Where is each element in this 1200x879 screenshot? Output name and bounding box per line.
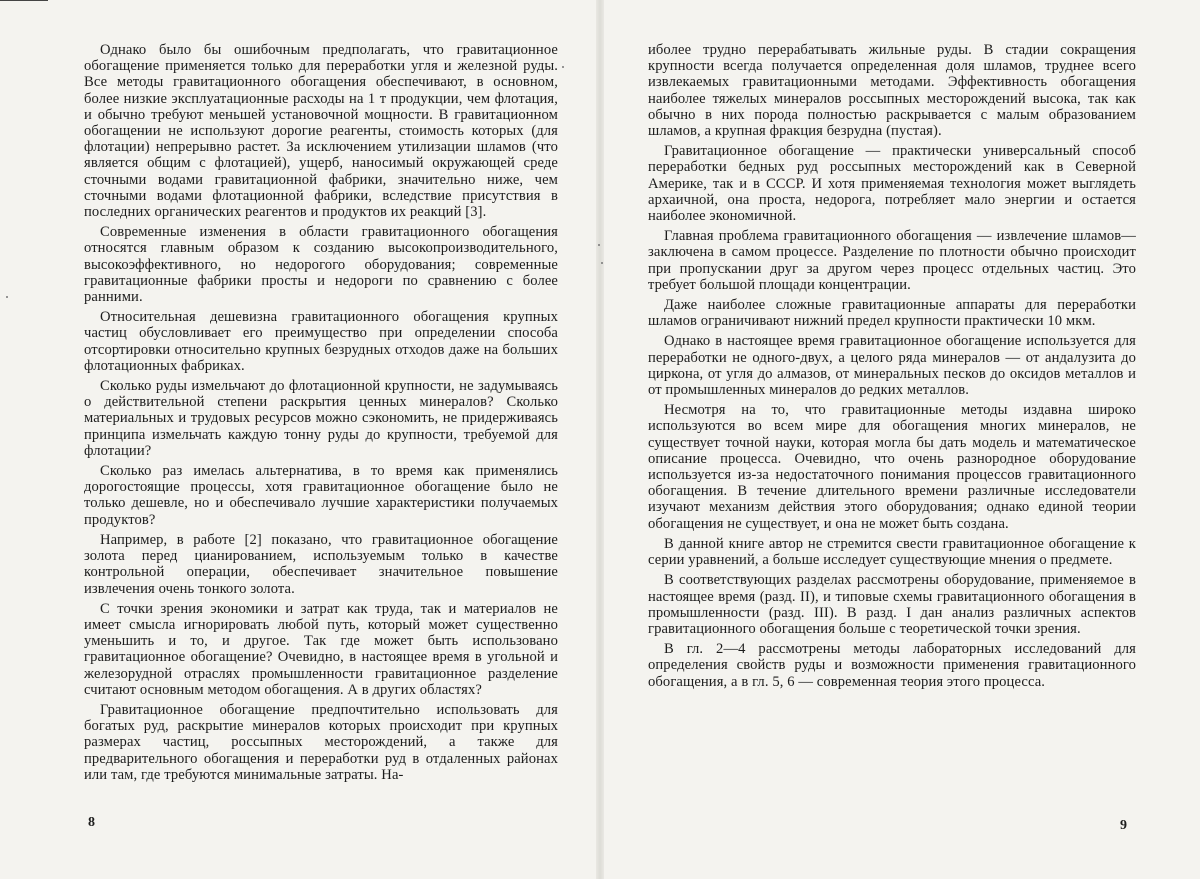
page-number-right: 9	[1120, 818, 1127, 833]
paragraph: Несмотря на то, что гравитационные методы издавна широко используются во всем мире для обогащения многих минералов, не существует точной науки, которая могла бы дать модель и математическое описание процесса. Очевидно, что очень разнородное оборудование используется из-за недостаточного понимания процессов гравитационного обогащения. В течение длительного времени различные исследователи изучают механизм действия этого оборудования; однако единой теории обогащения не существует, и она не может быть создана.	[648, 402, 1136, 532]
scan-speck	[601, 262, 603, 264]
paragraph: В соответствующих разделах рассмотрены оборудование, применяемое в настоящее время (разд. II), и типовые схемы гравитационного обогащения в промышленности (разд. III). В разд. I дан анализ различных аспектов гравитационного обогащения больше с теоретической точки зрения.	[648, 572, 1136, 637]
paragraph: В гл. 2—4 рассмотрены методы лабораторных исследований для определения свойств руды и возможности применения гравитационного обогащения, а в гл. 5, 6 — современная теория этого процесса.	[648, 641, 1136, 690]
paragraph: Например, в работе [2] показано, что гравитационное обогащение золота перед цианированием, используемым только в качестве контрольной операции, обеспечивает значительное повышение извлечения очень тонкого золота.	[84, 531, 558, 597]
paragraph: Однако в настоящее время гравитационное обогащение используется для переработки не одного-двух, а целого ряда минералов — от андалузита до циркона, от угля до алмазов, от минеральных песков до оксидов металлов и от промышленных минералов до редких металлов.	[648, 333, 1136, 399]
scan-speck	[562, 66, 564, 68]
paragraph: В данной книге автор не стремится свести гравитационное обогащение к серии уравнений, а больше исследует существующие мнения о предмете.	[648, 535, 1136, 569]
right-text-column	[648, 42, 1136, 694]
right-page	[602, 0, 1200, 879]
scan-speck	[6, 296, 8, 298]
left-page	[0, 0, 598, 879]
paragraph: С точки зрения экономики и затрат как труда, так и материалов не имеет смысла игнорировать любой путь, который может существенно уменьшить и то, и другое. Так где может быть использовано гравитационное обогащение? Очевидно, в настоящее время в угольной и железорудной отраслях промышленности гравитационное разделение считают основным методом обогащения. А в других областях?	[84, 600, 558, 698]
paragraph: Однако было бы ошибочным предполагать, что гравитационное обогащение применяется только для переработки угля и железной руды. Все методы гравитационного обогащения обеспечивают, в основном, более низкие эксплуатационные расходы на 1 т продукции, чем флотация, и обычно требуют меньшей установочной мощности. В гравитационном обогащении не используют дорогие реагенты, стоимость которых (для флотации) непрерывно растет. За исключением утилизации шламов (что является общим с флотацией), ущерб, наносимый окружающей среде сточными водами гравитационной фабрики, значительно ниже, чем сточными водами флотационной фабрики, вследствие присутствия в последних органических реагентов и продуктов их реакций [3].	[84, 42, 558, 221]
paragraph: Относительная дешевизна гравитационного обогащения крупных частиц обусловливает его преимущество при определении способа отсортировки относительно крупных безрудных отходов даже на больших флотационных фабриках.	[84, 309, 558, 374]
paragraph: Даже наиболее сложные гравитационные аппараты для переработки шламов ограничивают нижний предел крупности практически 10 мкм.	[648, 297, 1136, 330]
paragraph: Гравитационное обогащение — практически универсальный способ переработки бедных руд россыпных месторождений как в Северной Америке, так и в СССР. И хотя применяемая технология может выглядеть архаичной, она проста, недорога, потребляет мало энергии и остается наиболее экономичной.	[648, 143, 1136, 225]
paragraph: Сколько руды измельчают до флотационной крупности, не задумываясь о действительной степени раскрытия ценных минералов? Сколько материальных и трудовых ресурсов можно сэкономить, не придерживаясь принципа измельчать каждую тонну руды до крупности, требуемой для флотации?	[84, 378, 558, 459]
scan-speck	[598, 244, 600, 246]
paragraph-continuation: иболее трудно перерабатывать жильные руды. В стадии сокращения крупности всегда получается определенная доля шламов, труднее всего извлекаемых гравитационными методами. Эффективность обогащения наиболее тяжелых минералов россыпных месторождений высока, так как обычно в них порода полностью раскрывается с малым образованием шламов, а крупная фракция безрудна (пустая).	[648, 42, 1136, 140]
left-text-column	[84, 42, 558, 787]
paragraph: Гравитационное обогащение предпочтительно использовать для богатых руд, раскрытие минералов которых происходит при крупных размерах частиц, россыпных месторождений, а также для предварительного обогащения и переработки руд в отдаленных районах или там, где требуются минимальные затраты. На-	[84, 701, 558, 783]
paragraph: Сколько раз имелась альтернатива, в то время как применялись дорогостоящие процессы, хотя гравитационное обогащение было не только дешевле, но и обеспечивало лучшие характеристики получаемых продуктов?	[84, 463, 558, 528]
paragraph: Современные изменения в области гравитационного обогащения относятся главным образом к созданию высокопроизводительного, высокоэффективного, но недорогого оборудования; современные гравитационные фабрики просты и недороги по сравнению с более ранними.	[84, 224, 558, 306]
paragraph: Главная проблема гравитационного обогащения — извлечение шламов—заключена в самом процессе. Разделение по плотности обычно происходит при пропускании друг за другом через процесс отдельных частиц. Это требует большой площади концентрации.	[648, 228, 1136, 293]
page-number-left: 8	[88, 815, 95, 830]
